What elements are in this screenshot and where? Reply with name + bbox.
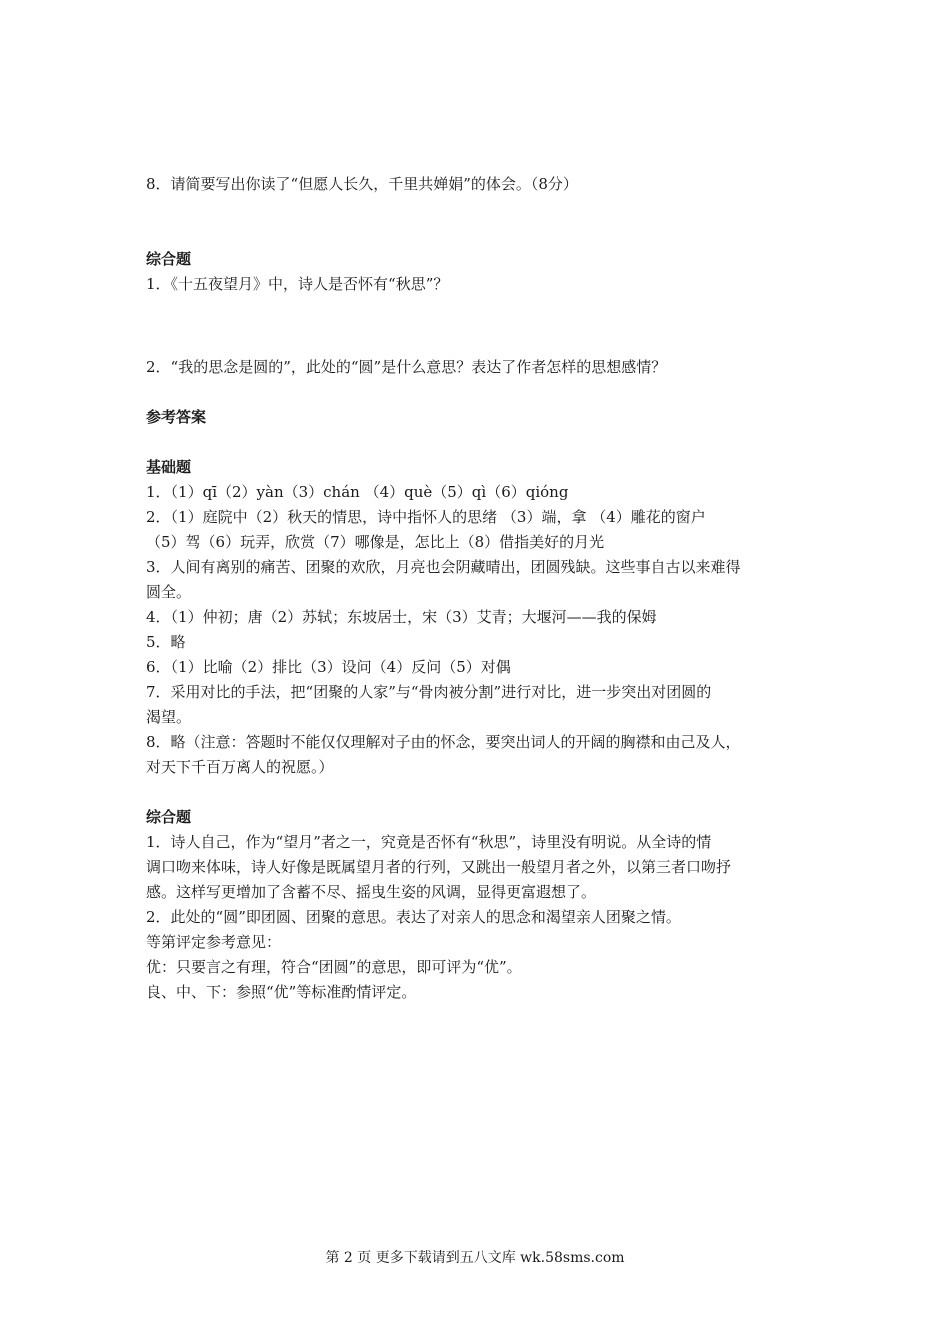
- comprehensive-answer-line: 2．此处的“圆”即团圆、团聚的意思。表达了对亲人的思念和渴望亲人团聚之情。: [146, 908, 681, 926]
- comprehensive-answer-line: 调口吻来体味，诗人好像是既属望月者的行列，又跳出一般望月者之外，以第三者口吻抒: [146, 858, 732, 876]
- basic-answer-line: 圆全。: [146, 583, 192, 601]
- comprehensive-answers-heading: 综合题: [146, 808, 192, 826]
- comprehensive-heading: 综合题: [146, 250, 192, 268]
- basic-heading: 基础题: [146, 458, 192, 476]
- basic-answer-line: 3．人间有离别的痛苦、团聚的欢欣，月亮也会阴藏晴出，团圆残缺。这些事自古以来难得: [146, 558, 741, 576]
- basic-answer-line: 渴望。: [146, 708, 192, 726]
- comprehensive-answer-line: 等第评定参考意见：: [146, 933, 282, 951]
- basic-answer-line: 6．（1）比喻（2）排比（3）设问（4）反问（5）对偶: [146, 658, 511, 676]
- basic-answer-line: 8．略（注意：答题时不能仅仅理解对子由的怀念，要突出词人的开阔的胸襟和由己及人，: [146, 733, 741, 751]
- basic-answer-line: 2．（1）庭院中（2）秋天的情思，诗中指怀人的思绪 （3）端，拿 （4）雕花的窗户: [146, 508, 706, 526]
- basic-answer-line: 5．略: [146, 633, 186, 651]
- comprehensive-question-2: 2．“我的思念是圆的”，此处的“圆”是什么意思？表达了作者怎样的思想感情？: [146, 358, 667, 376]
- page-footer: 第 2 页 更多下载请到五八文库 wk.58sms.com: [325, 1250, 625, 1266]
- comprehensive-answer-line: 感。这样写更增加了含蓄不尽、摇曳生姿的风调，显得更富遐想了。: [146, 883, 597, 901]
- comprehensive-question-1: 1．《十五夜望月》中，诗人是否怀有“秋思”？: [146, 275, 449, 293]
- basic-answer-line: （5）驾（6）玩弄，欣赏（7）哪像是，怎比上（8）借指美好的月光: [146, 533, 605, 551]
- comprehensive-answer-line: 良、中、下：参照“优”等标准酌情评定。: [146, 983, 417, 1001]
- basic-answer-line: 对天下千百万离人的祝愿。）: [146, 758, 334, 776]
- document-body: [146, 172, 811, 1005]
- answers-heading: 参考答案: [146, 408, 207, 426]
- basic-answer-line: 4．（1）仲初；唐（2）苏轼；东坡居士，宋（3）艾青；大堰河——我的保姆: [146, 608, 657, 626]
- question-8: 8．请简要写出你读了“但愿人长久，千里共婵娟”的体会。（8分）: [146, 175, 578, 193]
- basic-answer-line: 7．采用对比的手法，把“团聚的人家”与“骨肉被分割”进行对比，进一步突出对团圆的: [146, 683, 712, 701]
- basic-answer-line: 1．（1）qī（2）yàn（3）chán （4）què（5）qì（6）qióng: [146, 483, 569, 501]
- comprehensive-answer-line: 优：只要言之有理，符合“团圆”的意思，即可评为“优”。: [146, 958, 522, 976]
- comprehensive-answer-line: 1．诗人自己，作为“望月”者之一，究竟是否怀有“秋思”，诗里没有明说。从全诗的情: [146, 833, 712, 851]
